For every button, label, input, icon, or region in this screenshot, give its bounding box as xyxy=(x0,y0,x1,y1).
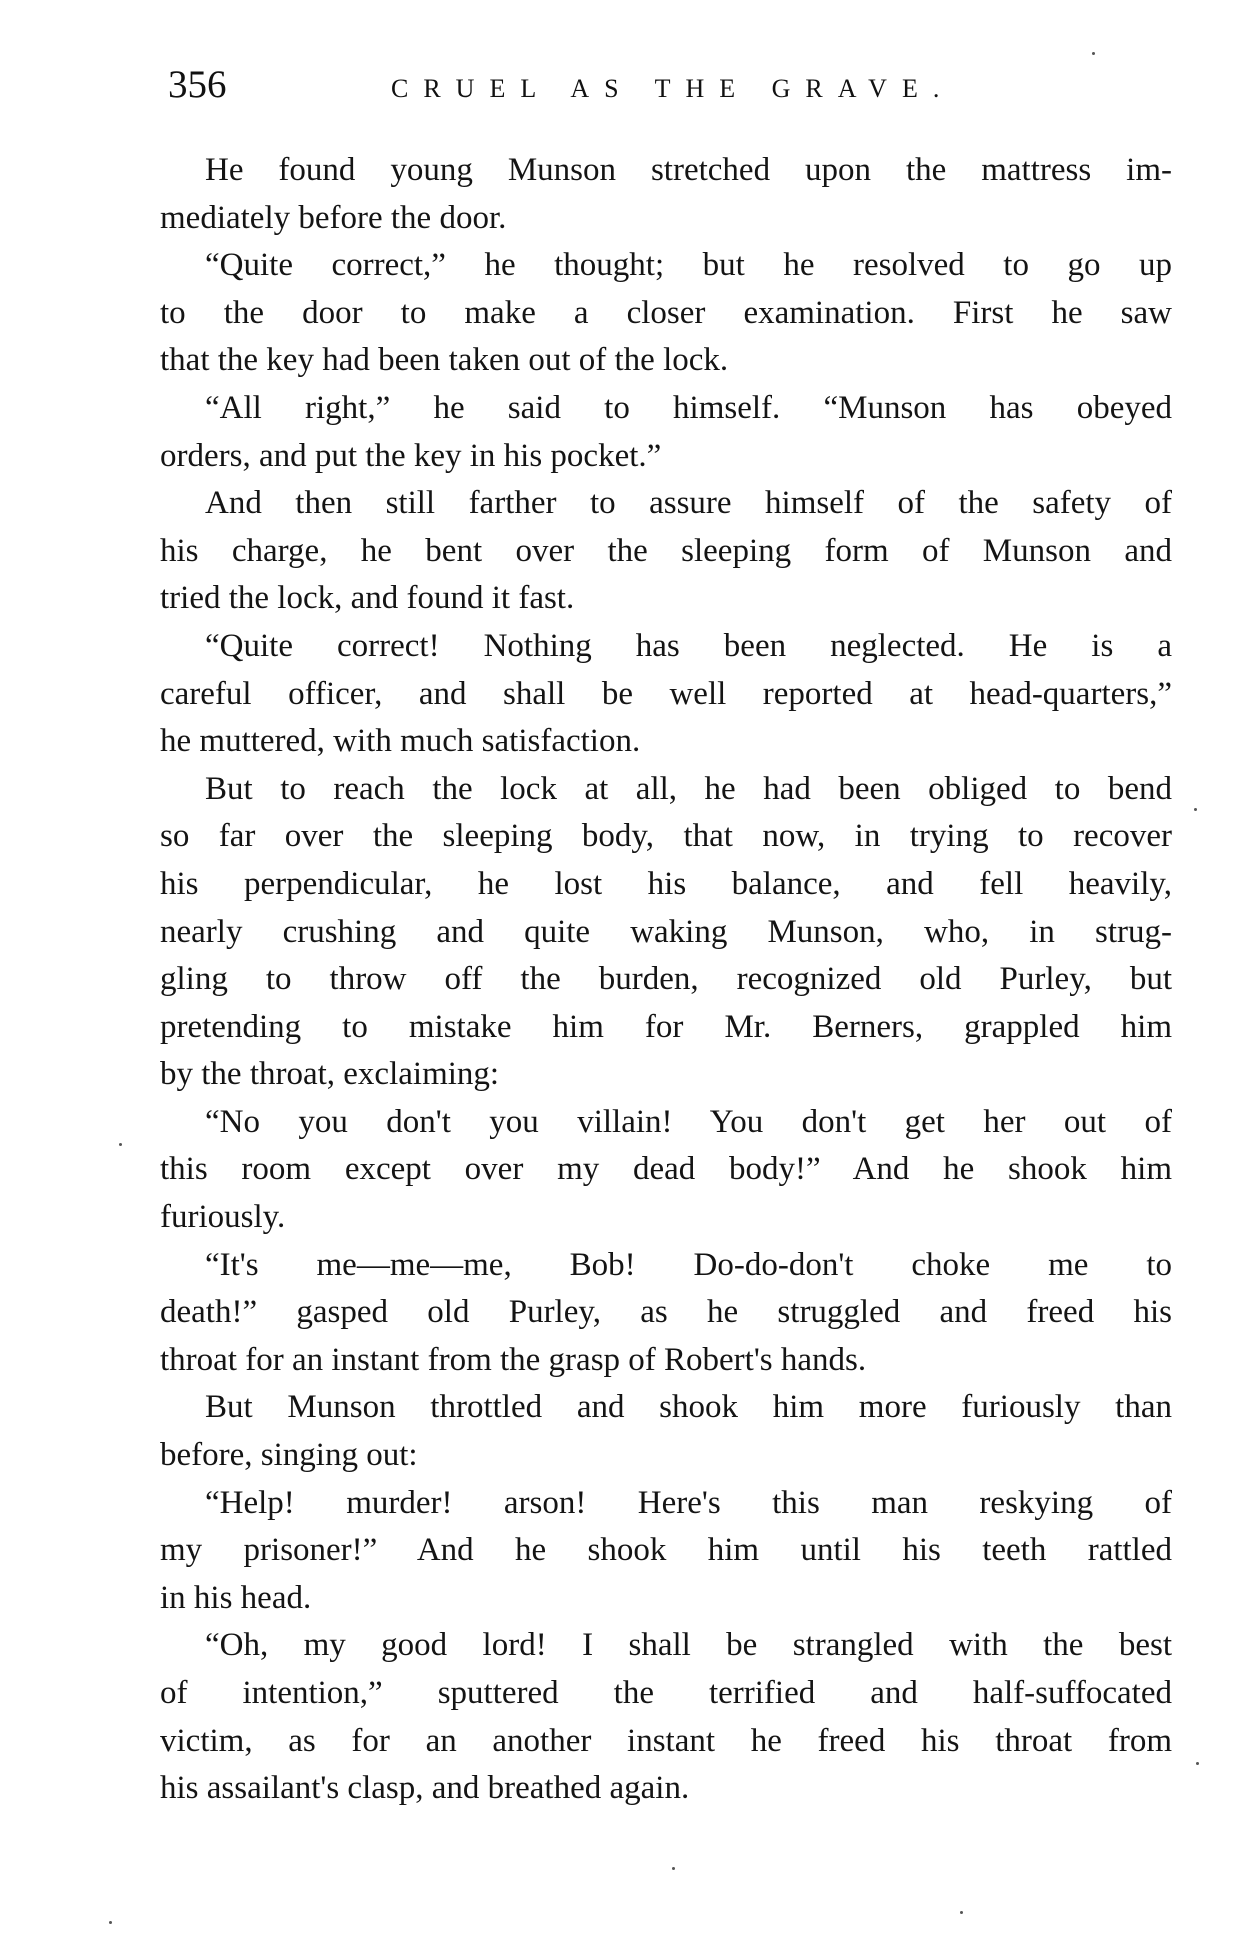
text-line: “No you don't you villain! You don't get her out of xyxy=(205,1103,1172,1140)
text-line: in his head. xyxy=(160,1579,312,1616)
text-line: victim, as for an another instant he freed his throat from xyxy=(160,1722,1172,1759)
text-line: his perpendicular, he lost his balance, and fell heavily, xyxy=(160,865,1172,902)
text-line: furiously. xyxy=(160,1199,286,1236)
print-speck xyxy=(1194,808,1197,811)
text-line: before, singing out: xyxy=(160,1437,418,1474)
print-speck xyxy=(109,1921,112,1924)
print-speck xyxy=(119,1143,122,1146)
text-line: by the throat, exclaiming: xyxy=(160,1056,500,1093)
text-line: to the door to make a closer examination. First he saw xyxy=(160,294,1172,331)
text-line: throat for an instant from the grasp of Robert's hands. xyxy=(160,1341,867,1378)
text-line: his assailant's clasp, and breathed again. xyxy=(160,1770,690,1807)
text-line: mediately before the door. xyxy=(160,199,507,236)
text-line: “Quite correct! Nothing has been neglected. He is a xyxy=(205,627,1172,664)
text-line: “Quite correct,” he thought; but he resolved to go up xyxy=(205,247,1172,284)
text-line: death!” gasped old Purley, as he struggled and freed his xyxy=(160,1294,1172,1331)
page-header xyxy=(168,56,1168,116)
text-line: his charge, he bent over the sleeping form of Munson and xyxy=(160,532,1172,569)
text-line: He found young Munson stretched upon the mattress im- xyxy=(205,152,1172,188)
text-line: pretending to mistake him for Mr. Berners, grappled him xyxy=(160,1008,1172,1045)
print-speck xyxy=(1196,1762,1199,1765)
text-line: But to reach the lock at all, he had been obliged to bend xyxy=(205,770,1172,807)
text-line: tried the lock, and found it fast. xyxy=(160,580,575,617)
body-text xyxy=(160,147,1172,1813)
text-line: my prisoner!” And he shook him until his teeth rattled xyxy=(160,1532,1172,1569)
text-line: orders, and put the key in his pocket.” xyxy=(160,437,662,474)
text-line: that the key had been taken out of the lock. xyxy=(160,342,729,379)
print-speck xyxy=(960,1911,963,1914)
text-line: this room except over my dead body!” And he shook him xyxy=(160,1151,1172,1188)
text-line: gling to throw off the burden, recognized old Purley, but xyxy=(160,961,1172,998)
text-line: nearly crushing and quite waking Munson, who, in strug- xyxy=(160,913,1172,950)
text-line: he muttered, with much satisfaction. xyxy=(160,723,641,760)
print-speck xyxy=(1092,52,1095,55)
text-line: careful officer, and shall be well reported at head-quarters,” xyxy=(160,675,1172,712)
text-line: “Oh, my good lord! I shall be strangled with the best xyxy=(205,1627,1172,1664)
text-line: of intention,” sputtered the terrified and half-suffocated xyxy=(160,1675,1172,1711)
text-line: And then still farther to assure himself of the safety of xyxy=(205,485,1172,522)
text-line: But Munson throttled and shook him more furiously than xyxy=(205,1389,1172,1426)
text-line: “Help! murder! arson! Here's this man reskying of xyxy=(205,1484,1172,1521)
running-head: CRUEL AS THE GRAVE. xyxy=(391,74,955,103)
text-line: so far over the sleeping body, that now, in trying to recover xyxy=(160,818,1172,855)
text-line: “All right,” he said to himself. “Munson has obeyed xyxy=(205,389,1172,426)
text-line: “It's me—me—me, Bob! Do-do-don't choke me to xyxy=(205,1246,1172,1283)
print-speck xyxy=(672,1867,675,1870)
page-number: 356 xyxy=(168,63,227,106)
